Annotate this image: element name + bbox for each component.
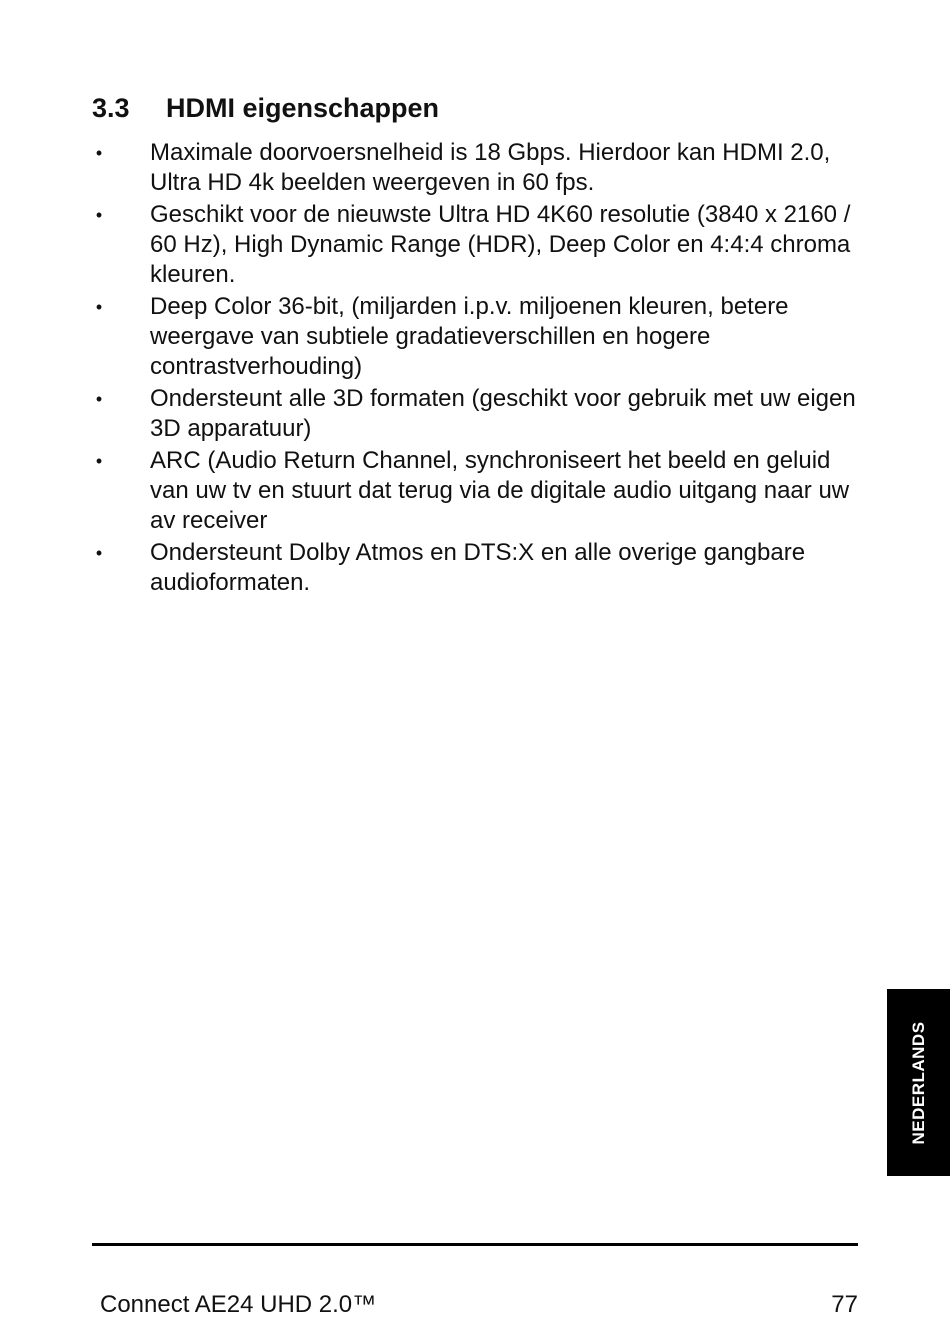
feature-list xyxy=(92,138,862,600)
list-item-text: Deep Color 36-bit, (miljarden i.p.v. miljoenen kleuren, betere weergave van subtiele gradatieverschillen en hogere contrastverhouding) xyxy=(150,293,789,380)
list-item xyxy=(92,446,862,536)
bullet-icon: • xyxy=(95,451,103,471)
footer-product-name: Connect AE24 UHD 2.0™ xyxy=(100,1291,377,1318)
list-item-text: Ondersteunt alle 3D formaten (geschikt voor gebruik met uw eigen 3D apparatuur) xyxy=(150,385,856,442)
list-item-text: Geschikt voor de nieuwste Ultra HD 4K60 resolutie (3840 x 2160 / 60 Hz), High Dynamic Range (HDR), Deep Color en 4:4:4 chroma kleuren. xyxy=(150,201,851,288)
page-number: 77 xyxy=(831,1291,858,1318)
footer-divider xyxy=(92,1243,858,1246)
list-item-text: ARC (Audio Return Channel, synchroniseert het beeld en geluid van uw tv en stuurt dat terug via de digitale audio uitgang naar uw av receiver xyxy=(150,447,850,534)
section-number: 3.3 xyxy=(92,93,130,123)
list-item xyxy=(92,200,862,290)
list-item-text: Ondersteunt Dolby Atmos en DTS:X en alle overige gangbare audioformaten. xyxy=(150,539,806,596)
bullet-icon: • xyxy=(95,389,103,409)
list-item xyxy=(92,384,862,444)
bullet-icon: • xyxy=(95,297,103,317)
language-tab-label: NEDERLANDS xyxy=(908,1020,928,1145)
bullet-icon: • xyxy=(95,143,103,163)
list-item xyxy=(92,538,862,598)
bullet-icon: • xyxy=(95,543,103,563)
section-title: HDMI eigenschappen xyxy=(166,93,440,123)
section-heading xyxy=(92,90,439,126)
language-tab xyxy=(887,989,950,1176)
list-item-text: Maximale doorvoersnelheid is 18 Gbps. Hierdoor kan HDMI 2.0, Ultra HD 4k beelden weergeven in 60 fps. xyxy=(150,139,831,196)
list-item xyxy=(92,138,862,198)
bullet-icon: • xyxy=(95,205,103,225)
list-item xyxy=(92,292,862,382)
